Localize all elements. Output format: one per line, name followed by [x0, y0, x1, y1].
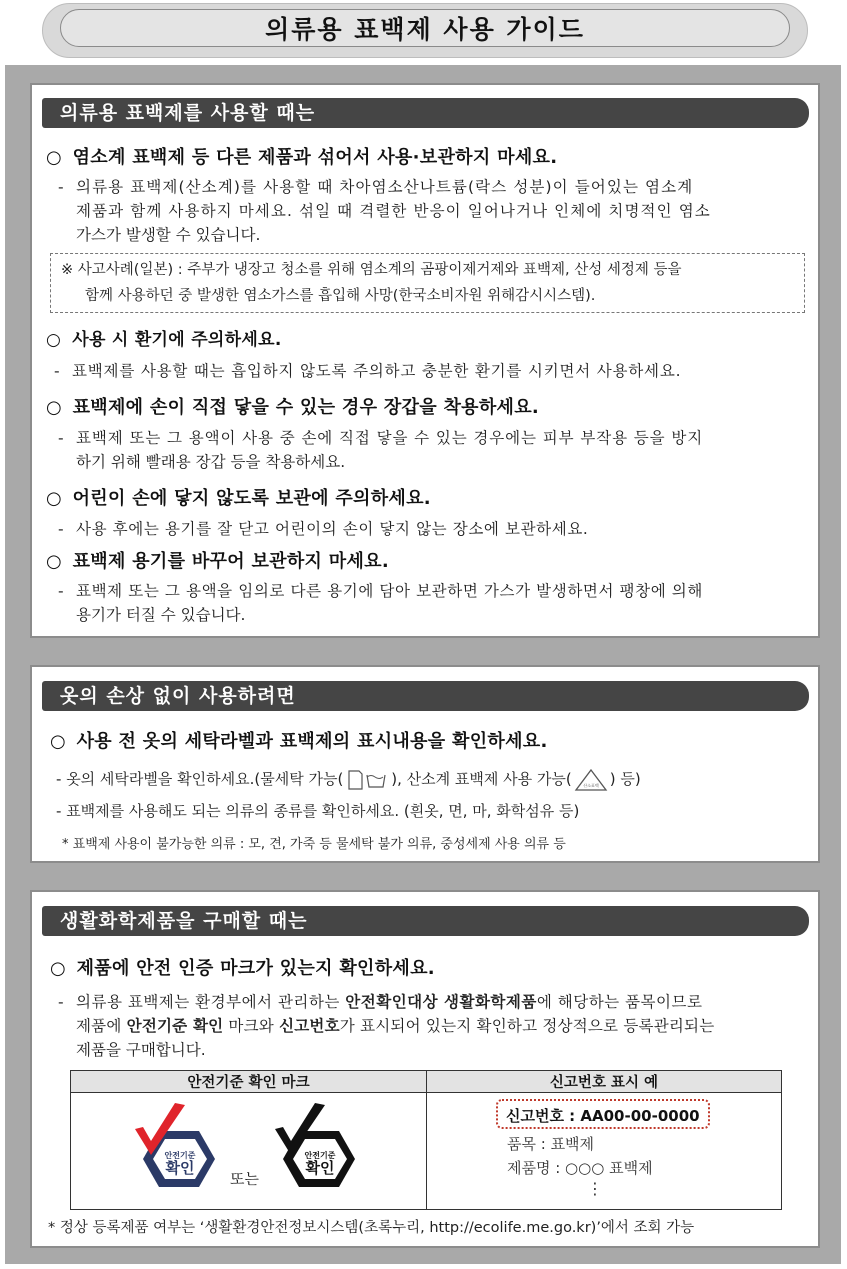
mark-small-text: 안전기준 [304, 1151, 336, 1160]
item-heading [50, 954, 435, 980]
text-segment: ) 등) [609, 770, 641, 788]
item-paragraph [56, 799, 816, 823]
circle-bullet-icon: ○ [46, 551, 63, 572]
safety-mark-color-icon [129, 1101, 225, 1195]
paragraph-line: 표백제 또는 그 용액이 사용 중 손에 직접 닿을 수 있는 경우에는 피부 부작용 등을 방지 [76, 429, 704, 447]
circle-bullet-icon: ○ [46, 397, 63, 418]
ellipsis-icon: ⋮ [587, 1179, 603, 1198]
item-heading-text: 어린이 손에 닿지 않도록 보관에 주의하세요. [72, 488, 431, 509]
paragraph-line: 표백제 또는 그 용액을 임의로 다른 용기에 담아 보관하면 가스가 발생하면서 팽창에 의해 [76, 582, 703, 600]
dash-bullet: - [54, 362, 60, 380]
circle-bullet-icon: ○ [46, 330, 62, 350]
paragraph-line [76, 990, 812, 1014]
emphasis-text: 안전확인대상 생활화학제품 [345, 993, 537, 1011]
table-header: 안전기준 확인 마크 [71, 1071, 427, 1093]
section-header: 옷의 손상 없이 사용하려면 [42, 681, 809, 711]
text-segment: ), 산소계 표백제 사용 가능( [391, 770, 572, 788]
section-header: 의류용 표백제를 사용할 때는 [42, 98, 809, 128]
item-heading [46, 547, 389, 573]
purchase-paragraph [58, 990, 812, 1062]
section-header: 생활화학제품을 구매할 때는 [42, 906, 809, 936]
text-segment: 표백제를 사용해도 되는 의류의 종류를 확인하세요. (흰옷, 면, 마, 화학섬유 등) [66, 802, 580, 820]
paragraph-line: 제품과 함께 사용하지 마세요. 섞일 때 격렬한 반응이 일어나거나 인체에 치명적인 염소 [76, 202, 711, 220]
paragraph-line: 의류용 표백제(산소계)를 사용할 때 차아염소산나트륨(락스 성분)이 들어있는 염소계 [76, 178, 694, 196]
paragraph-line: 표백제를 사용할 때는 흡입하지 않도록 주의하고 충분한 환기를 시키면서 사용하세요. [72, 362, 682, 380]
report-number: 신고번호 : AA00-00-0000 [496, 1099, 710, 1129]
mark-big-text: 확인 [305, 1159, 335, 1177]
dash-bullet: - [58, 993, 64, 1011]
note-line: ※ 사고사례(일본) : 주부가 냉장고 청소를 위해 염소계의 곰팡이제거제와 표백제, 산성 세정제 등을 [61, 262, 682, 278]
emphasis-text: 안전기준 확인 [126, 1017, 224, 1035]
dash-bullet: - [58, 520, 64, 538]
page-title: 의류용 표백제 사용 가이드 [60, 9, 790, 47]
paragraph-line: 사용 후에는 용기를 잘 닫고 어린이의 손이 닿지 않는 장소에 보관하세요. [76, 520, 589, 538]
accident-case-note [50, 253, 805, 313]
safety-mark-black-icon [269, 1101, 365, 1195]
text-segment: 제품에 [76, 1017, 127, 1035]
dash-bullet: - [58, 429, 64, 447]
mark-big-text: 확인 [165, 1159, 195, 1177]
or-label: 또는 [230, 1170, 259, 1188]
item-heading-text: 표백제에 손이 직접 닿을 수 있는 경우 장갑을 착용하세요. [72, 397, 540, 418]
item-heading [46, 143, 557, 169]
item-paragraph [58, 175, 811, 247]
paragraph-line [76, 1014, 812, 1038]
item-paragraph [54, 359, 812, 383]
item-heading-text: 표백제 용기를 바꾸어 보관하지 마세요. [72, 551, 389, 572]
section-damage-panel [30, 665, 820, 863]
item-line: 품목 : 표백제 [507, 1135, 595, 1153]
table-header: 신고번호 표시 예 [427, 1071, 782, 1093]
item-heading-text: 염소계 표백제 등 다른 제품과 섞어서 사용·보관하지 마세요. [72, 147, 558, 168]
section-usage-panel [30, 83, 820, 638]
dash-bullet: - [56, 770, 67, 788]
text-segment: 옷의 세탁라벨을 확인하세요.(물세탁 가능( [66, 770, 344, 788]
label-check-line [56, 767, 816, 792]
paragraph-line: 가스가 발생할 수 있습니다. [76, 226, 261, 244]
unusable-fabrics-note: * 표백제 사용이 불가능한 의류 : 모, 견, 가죽 등 물세탁 불가 의류, 중성세제 사용 의류 등 [62, 837, 566, 852]
dash-bullet: - [58, 178, 64, 196]
item-heading [50, 727, 548, 753]
item-heading [46, 484, 431, 510]
circle-bullet-icon: ○ [46, 147, 63, 168]
dash-bullet: - [56, 802, 67, 820]
item-heading [46, 393, 539, 419]
note-line: 함께 사용하던 중 발생한 염소가스를 흡입해 사망(한국소비자원 위해감시시스템). [85, 288, 596, 304]
item-paragraph [58, 517, 811, 541]
bleach-symbol-text: 산소표백 [583, 782, 599, 788]
emphasis-text: 신고번호 [279, 1017, 340, 1035]
item-heading [46, 325, 282, 350]
circle-bullet-icon: ○ [50, 731, 67, 752]
footnote: * 정상 등록제품 여부는 ‘생활환경안전정보시스템(초록누리, http://ecolife.me.go.kr)’에서 조회 가능 [48, 1220, 695, 1236]
product-name-line: 제품명 : ○○○ 표백제 [507, 1159, 653, 1177]
item-paragraph [58, 426, 811, 474]
circle-bullet-icon: ○ [46, 488, 63, 509]
paragraph-line [56, 767, 816, 792]
certification-table [70, 1070, 782, 1210]
text-segment: 에 해당하는 품목이므로 [536, 993, 703, 1011]
item-heading-text: 제품에 안전 인증 마크가 있는지 확인하세요. [76, 958, 435, 979]
item-heading-text: 사용 시 환기에 주의하세요. [72, 330, 282, 350]
report-number-cell [427, 1093, 782, 1210]
oxygen-bleach-triangle-icon [574, 768, 608, 792]
paragraph-line: 하기 위해 빨래용 장갑 등을 착용하세요. [76, 453, 346, 471]
dash-bullet: - [58, 582, 64, 600]
mark-small-text: 안전기준 [164, 1151, 196, 1160]
text-segment: 의류용 표백제는 환경부에서 관리하는 [76, 993, 346, 1011]
mark-cell [71, 1093, 427, 1210]
paragraph-line: 용기가 터질 수 있습니다. [76, 606, 246, 624]
circle-bullet-icon: ○ [50, 958, 67, 979]
text-segment: 가 표시되어 있는지 확인하고 정상적으로 등록관리되는 [339, 1017, 715, 1035]
text-segment: 마크와 [223, 1017, 280, 1035]
item-paragraph [58, 579, 811, 627]
paragraph-line [56, 799, 816, 823]
paragraph-line: 제품을 구매합니다. [76, 1041, 206, 1059]
washable-icon [345, 769, 389, 791]
item-heading-text: 사용 전 옷의 세탁라벨과 표백제의 표시내용을 확인하세요. [76, 731, 548, 752]
